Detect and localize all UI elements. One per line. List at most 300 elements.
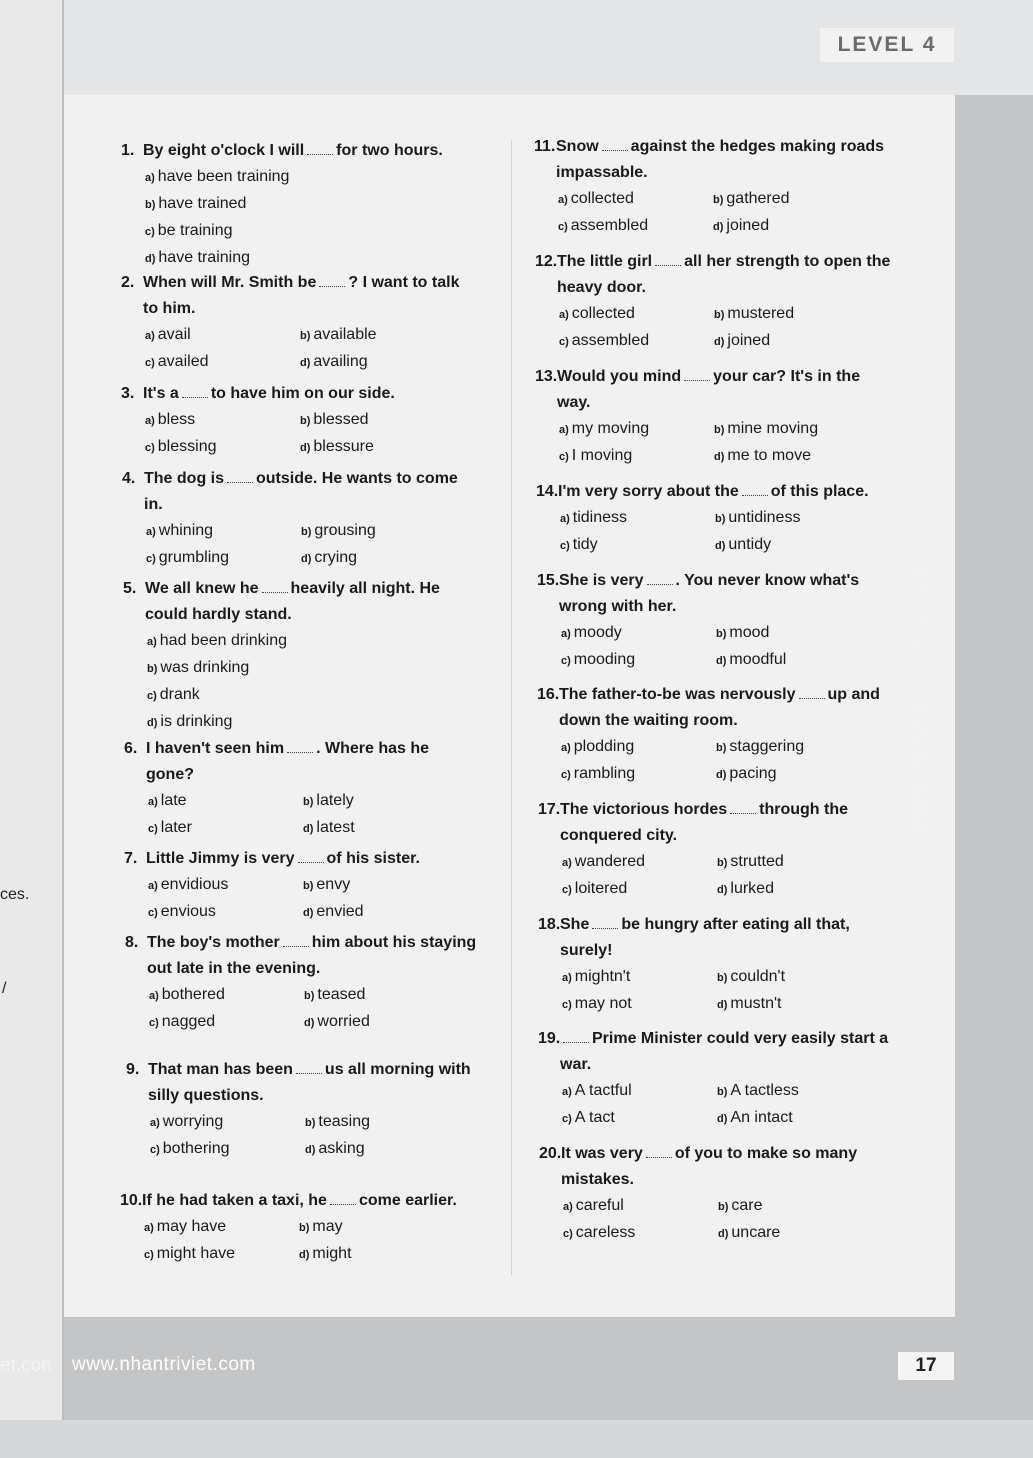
answer-option: [713, 213, 873, 240]
question-stem-end: us all morning with silly questions.: [148, 1061, 471, 1104]
facing-page-edge: [0, 0, 64, 1420]
answer-blank: [602, 138, 628, 151]
answer-blank: [655, 253, 681, 266]
answer-blank: [684, 368, 710, 381]
question-11: [534, 134, 906, 240]
answer-option: [146, 518, 301, 545]
option-text: have trained: [158, 195, 247, 212]
question-stem-start: If he had taken a taxi, he: [142, 1192, 327, 1209]
option-text: moody: [573, 624, 622, 641]
level-label: LEVEL 4: [820, 28, 954, 62]
question-stem-start: By eight o'clock I will: [143, 142, 305, 159]
option-text: availing: [313, 353, 368, 370]
option-letter: d): [303, 823, 314, 835]
option-letter: d): [303, 907, 314, 919]
option-text: bless: [157, 411, 196, 428]
option-letter: b): [147, 663, 158, 675]
option-text: blessed: [313, 411, 369, 428]
question-text: [120, 1188, 490, 1214]
option-letter: a): [561, 628, 571, 640]
option-letter: c): [563, 1228, 573, 1240]
answer-option: [558, 186, 713, 213]
option-letter: c): [146, 553, 156, 565]
option-text: mustn't: [730, 995, 782, 1012]
question-number: 18.: [538, 916, 561, 933]
answer-options: [144, 1214, 490, 1268]
question-stem-start: When will Mr. Smith be: [143, 274, 317, 291]
question-stem-start: Would you mind: [557, 368, 682, 385]
option-letter: d): [301, 553, 312, 565]
option-letter: b): [300, 330, 311, 342]
option-letter: c): [559, 451, 569, 463]
option-text: drank: [159, 686, 200, 703]
option-letter: c): [147, 690, 157, 702]
question-text: [121, 138, 471, 164]
option-letter: a): [147, 636, 157, 648]
facing-page-fragment: ces.: [0, 886, 30, 903]
option-letter: c): [561, 769, 571, 781]
option-text: assembled: [570, 217, 649, 234]
answer-option: [145, 191, 471, 218]
option-letter: b): [145, 199, 156, 211]
option-letter: c): [559, 336, 569, 348]
answer-blank: [730, 801, 756, 814]
answer-options: [148, 872, 444, 926]
option-letter: c): [562, 999, 572, 1011]
answer-option: [562, 991, 717, 1018]
answer-option: [562, 1105, 717, 1132]
option-text: mood: [729, 624, 770, 641]
answer-blank: [182, 385, 208, 398]
answer-blank: [287, 740, 313, 753]
option-letter: a): [561, 742, 571, 754]
question-text: [538, 1026, 910, 1078]
option-letter: a): [558, 194, 568, 206]
option-letter: b): [713, 194, 724, 206]
option-letter: d): [714, 451, 725, 463]
answer-option: [713, 186, 873, 213]
facing-page-fragment: /: [2, 980, 7, 997]
option-letter: d): [300, 357, 311, 369]
option-text: had been drinking: [159, 632, 287, 649]
question-number: 4.: [122, 470, 136, 487]
answer-option: [144, 1241, 299, 1268]
question-number: 5.: [123, 580, 137, 597]
answer-option: [300, 407, 460, 434]
option-text: worrying: [162, 1113, 224, 1130]
option-text: gathered: [726, 190, 790, 207]
option-text: blessure: [313, 438, 374, 455]
answer-options: [559, 301, 911, 355]
answer-option: [148, 788, 303, 815]
option-letter: b): [717, 857, 728, 869]
question-stem-start: The little girl: [557, 253, 653, 270]
option-text: envy: [316, 876, 351, 893]
option-text: whining: [158, 522, 214, 539]
option-letter: d): [715, 540, 726, 552]
option-letter: b): [717, 972, 728, 984]
question-number: 11.: [534, 138, 556, 155]
question-stem-end: to have him on our side.: [210, 385, 395, 402]
question-number: 8.: [125, 934, 139, 951]
answer-option: [299, 1241, 459, 1268]
option-text: grousing: [314, 522, 376, 539]
answer-option: [145, 434, 300, 461]
option-text: careless: [575, 1224, 636, 1241]
question-10: [120, 1188, 490, 1268]
option-text: mooding: [573, 651, 636, 668]
question-3: [121, 381, 421, 461]
answer-option: [148, 872, 303, 899]
option-letter: d): [717, 1113, 728, 1125]
question-text: [537, 568, 887, 620]
option-text: lurked: [730, 880, 774, 897]
answer-option: [562, 876, 717, 903]
answer-option: [717, 1105, 877, 1132]
option-text: blessing: [157, 438, 217, 455]
question-8: [125, 930, 495, 1036]
question-text: [124, 736, 444, 788]
option-text: have been training: [157, 168, 290, 185]
answer-option: [717, 991, 877, 1018]
option-letter: c): [558, 221, 568, 233]
option-letter: a): [150, 1117, 160, 1129]
answer-option: [716, 734, 876, 761]
answer-options: [561, 620, 887, 674]
question-stem-end: up and down the waiting room.: [559, 686, 880, 729]
question-stem-end: heavily all night. He could hardly stand.: [145, 580, 440, 623]
option-text: mustered: [727, 305, 795, 322]
answer-option: [304, 1009, 464, 1036]
answer-option: [558, 213, 713, 240]
question-number: 14.: [536, 483, 559, 500]
option-text: availed: [157, 353, 209, 370]
option-letter: b): [716, 742, 727, 754]
option-letter: c): [560, 540, 570, 552]
option-text: careful: [575, 1197, 624, 1214]
question-stem-start: We all knew he: [145, 580, 259, 597]
option-text: collected: [571, 305, 635, 322]
option-text: tidy: [572, 536, 598, 553]
question-number: 15.: [537, 572, 560, 589]
option-letter: a): [145, 415, 155, 427]
question-number: 9.: [126, 1061, 140, 1078]
question-number: 1.: [121, 142, 135, 159]
question-stem-end: through the conquered city.: [560, 801, 849, 844]
answer-option: [303, 788, 463, 815]
answer-option: [145, 164, 471, 191]
question-stem-end: Prime Minister could very easily start a war.: [560, 1030, 889, 1073]
answer-options: [561, 734, 909, 788]
option-letter: a): [148, 796, 158, 808]
answer-option: [150, 1136, 305, 1163]
answer-option: [717, 1078, 877, 1105]
option-text: late: [160, 792, 187, 809]
question-text: [538, 912, 890, 964]
question-stem-end: him about his staying out late in the evening.: [147, 934, 477, 977]
answer-blank: [330, 1192, 356, 1205]
answer-blank: [296, 1061, 322, 1074]
answer-blank: [742, 483, 768, 496]
option-letter: d): [305, 1144, 316, 1156]
question-stem-start: She: [560, 916, 590, 933]
question-stem-start: I'm very sorry about the: [558, 483, 739, 500]
question-15: [537, 568, 887, 674]
question-5: [123, 576, 463, 736]
answer-option: [717, 876, 877, 903]
answer-options: [145, 407, 421, 461]
question-stem-end: come earlier.: [358, 1192, 457, 1209]
question-stem-start: Little Jimmy is very: [146, 850, 295, 867]
page-number: 17: [898, 1352, 954, 1380]
question-stem-start: The father-to-be was nervously: [559, 686, 796, 703]
website-link: www.nhantriviet.com: [72, 1354, 256, 1375]
option-text: available: [313, 326, 377, 343]
option-text: may have: [156, 1218, 227, 1235]
answer-option: [147, 628, 463, 655]
answer-option: [561, 647, 716, 674]
option-letter: a): [149, 990, 159, 1002]
question-text: [539, 1141, 891, 1193]
option-letter: a): [559, 424, 569, 436]
page-bottom: [0, 1420, 1033, 1458]
option-letter: c): [144, 1249, 154, 1261]
answer-option: [300, 434, 460, 461]
answer-options: [558, 186, 906, 240]
answer-option: [303, 872, 463, 899]
option-letter: c): [149, 1017, 159, 1029]
answer-option: [147, 682, 463, 709]
question-stem-start: It was very: [561, 1145, 643, 1162]
answer-blank: [227, 470, 253, 483]
option-text: me to move: [727, 447, 811, 464]
option-letter: b): [303, 880, 314, 892]
option-text: was drinking: [160, 659, 250, 676]
question-stem-end: for two hours.: [336, 142, 443, 159]
answer-option: [145, 245, 471, 272]
question-number: 10.: [120, 1192, 143, 1209]
option-letter: b): [714, 424, 725, 436]
answer-blank: [799, 686, 825, 699]
answer-option: [562, 849, 717, 876]
answer-option: [300, 322, 460, 349]
answer-option: [561, 734, 716, 761]
question-text: [121, 381, 421, 407]
answer-options: [562, 964, 890, 1018]
answer-blank: [262, 580, 288, 593]
option-letter: d): [300, 442, 311, 454]
answer-option: [559, 328, 714, 355]
option-text: tidiness: [572, 509, 628, 526]
answer-blank: [298, 850, 324, 863]
answer-option: [563, 1220, 718, 1247]
answer-blank: [592, 916, 618, 929]
option-letter: d): [714, 336, 725, 348]
question-text: [536, 479, 896, 505]
option-text: crying: [314, 549, 358, 566]
answer-options: [150, 1109, 488, 1163]
question-12: [535, 249, 911, 355]
question-19: [538, 1026, 910, 1132]
answer-options: [560, 505, 896, 559]
answer-option: [148, 899, 303, 926]
option-text: later: [160, 819, 192, 836]
column-divider: [511, 140, 512, 1275]
option-letter: a): [148, 880, 158, 892]
answer-option: [714, 416, 874, 443]
option-letter: a): [563, 1201, 573, 1213]
option-text: plodding: [573, 738, 635, 755]
option-text: might have: [156, 1245, 236, 1262]
option-letter: b): [718, 1201, 729, 1213]
question-number: 17.: [538, 801, 561, 818]
option-letter: c): [145, 226, 155, 238]
question-stem-start: Snow: [556, 138, 599, 155]
option-text: my moving: [571, 420, 650, 437]
question-number: 12.: [535, 253, 558, 270]
answer-option: [562, 964, 717, 991]
question-18: [538, 912, 890, 1018]
question-stem-end: be hungry after eating all that, surely!: [560, 916, 850, 959]
question-6: [124, 736, 444, 842]
option-text: nagged: [161, 1013, 216, 1030]
answer-option: [147, 655, 463, 682]
option-letter: d): [299, 1249, 310, 1261]
option-text: couldn't: [730, 968, 786, 985]
option-text: teasing: [318, 1113, 370, 1130]
question-13: [535, 364, 890, 470]
answer-option: [305, 1109, 465, 1136]
answer-blank: [307, 142, 333, 155]
question-text: [538, 797, 878, 849]
question-number: 3.: [121, 385, 135, 402]
question-2: [121, 270, 471, 376]
option-text: pacing: [729, 765, 777, 782]
option-letter: a): [560, 513, 570, 525]
answer-option: [145, 407, 300, 434]
option-letter: a): [562, 857, 572, 869]
question-stem-end: . You never know what's wrong with her.: [559, 572, 860, 615]
question-stem-start: The dog is: [144, 470, 224, 487]
option-text: rambling: [573, 765, 636, 782]
option-letter: d): [716, 655, 727, 667]
answer-option: [562, 1078, 717, 1105]
option-letter: a): [146, 526, 156, 538]
option-text: may not: [574, 995, 632, 1012]
question-text: [123, 576, 463, 628]
option-letter: c): [562, 1113, 572, 1125]
option-text: A tact: [574, 1109, 615, 1126]
option-letter: c): [145, 442, 155, 454]
option-text: A tactful: [574, 1082, 632, 1099]
option-text: envious: [160, 903, 216, 920]
option-letter: b): [303, 796, 314, 808]
answer-option: [715, 505, 875, 532]
answer-option: [304, 982, 464, 1009]
option-text: moodful: [729, 651, 787, 668]
option-text: staggering: [729, 738, 805, 755]
answer-options: [559, 416, 890, 470]
answer-option: [716, 761, 876, 788]
question-stem-end: ? I want to talk to him.: [143, 274, 460, 317]
option-letter: d): [713, 221, 724, 233]
question-stem-end: of his sister.: [326, 850, 420, 867]
question-number: 19.: [538, 1030, 561, 1047]
option-letter: a): [562, 1086, 572, 1098]
answer-option: [303, 899, 463, 926]
option-letter: b): [305, 1117, 316, 1129]
option-letter: d): [717, 884, 728, 896]
option-text: uncare: [731, 1224, 781, 1241]
answer-option: [560, 505, 715, 532]
option-text: avail: [157, 326, 191, 343]
option-text: is drinking: [160, 713, 233, 730]
option-text: joined: [726, 217, 770, 234]
option-text: teased: [317, 986, 366, 1003]
question-text: [125, 930, 495, 982]
option-text: An intact: [730, 1109, 793, 1126]
answer-option: [146, 545, 301, 572]
answer-options: [562, 1078, 910, 1132]
answer-option: [145, 322, 300, 349]
question-17: [538, 797, 878, 903]
answer-option: [150, 1109, 305, 1136]
question-stem-start: That man has been: [148, 1061, 293, 1078]
question-text: [535, 249, 911, 301]
answer-option: [300, 349, 460, 376]
option-text: I moving: [571, 447, 633, 464]
option-text: worried: [317, 1013, 370, 1030]
question-stem-start: The victorious hordes: [560, 801, 728, 818]
question-number: 16.: [537, 686, 560, 703]
option-letter: b): [304, 990, 315, 1002]
option-letter: d): [716, 769, 727, 781]
option-text: asking: [318, 1140, 365, 1157]
answer-option: [144, 1214, 299, 1241]
option-text: assembled: [571, 332, 650, 349]
question-number: 6.: [124, 740, 138, 757]
option-text: may: [312, 1218, 343, 1235]
option-text: mightn't: [574, 968, 631, 985]
question-stem-end: of you to make so many mistakes.: [561, 1145, 858, 1188]
answer-option: [718, 1220, 878, 1247]
option-letter: c): [148, 823, 158, 835]
option-text: wandered: [574, 853, 646, 870]
question-stem-end: . Where has he gone?: [146, 740, 429, 783]
option-text: might: [312, 1245, 352, 1262]
question-stem-end: all her strength to open the heavy door.: [557, 253, 891, 296]
option-text: latest: [316, 819, 355, 836]
option-text: have training: [158, 249, 251, 266]
option-letter: a): [559, 309, 569, 321]
question-stem-end: against the hedges making roads impassable.: [556, 138, 885, 181]
question-1: [121, 138, 471, 272]
option-letter: c): [561, 655, 571, 667]
option-text: joined: [727, 332, 771, 349]
answer-blank: [283, 934, 309, 947]
question-text: [535, 364, 890, 416]
option-text: A tactless: [730, 1082, 799, 1099]
question-stem-end: of this place.: [770, 483, 869, 500]
option-letter: a): [144, 1222, 154, 1234]
option-letter: d): [717, 999, 728, 1011]
option-text: loitered: [574, 880, 628, 897]
option-text: bothering: [162, 1140, 230, 1157]
answer-option: [716, 647, 876, 674]
question-text: [122, 466, 474, 518]
answer-blank: [319, 274, 345, 287]
question-text: [534, 134, 906, 186]
